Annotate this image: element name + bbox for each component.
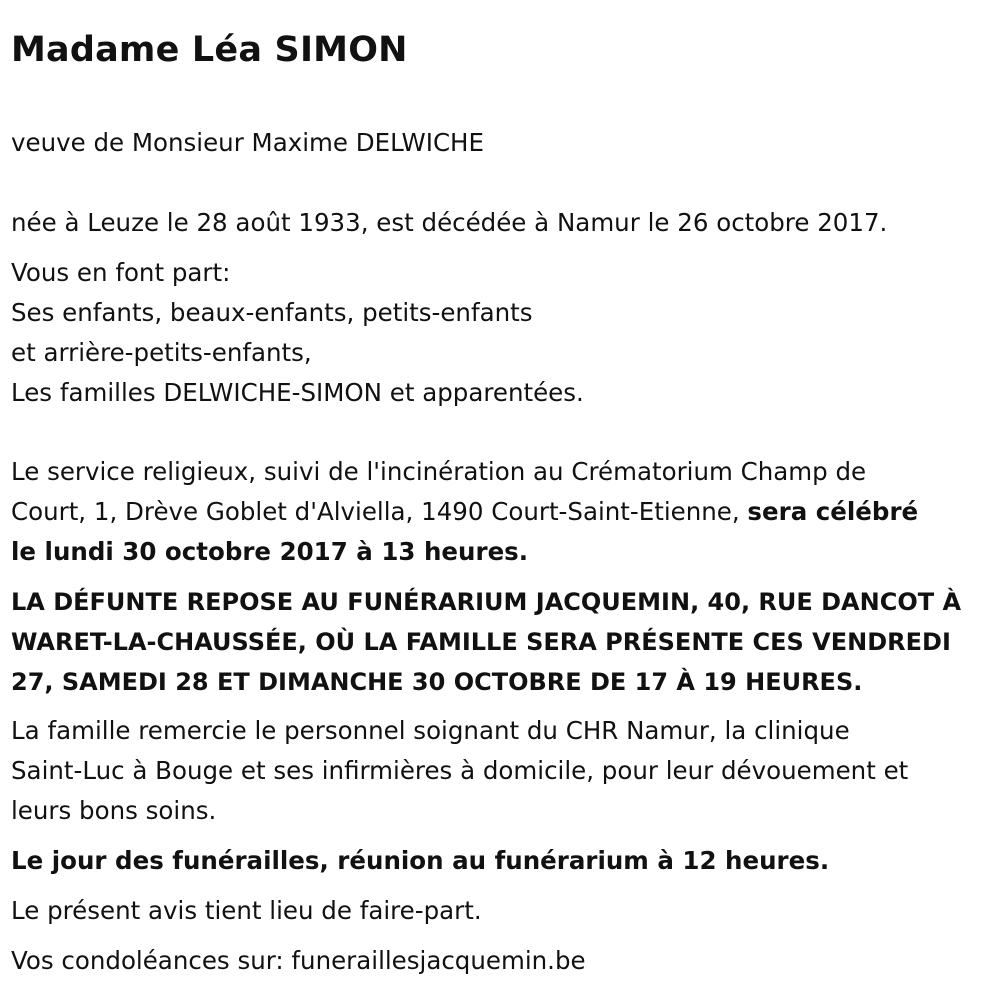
- thanks-line-1: La famille remercie le personnel soignant du CHR Namur, la clinique: [11, 716, 850, 745]
- announcement-line-children: Ses enfants, beaux-enfants, petits-enfants: [11, 298, 533, 327]
- service-date-time: le lundi 30 octobre 2017 à 13 heures.: [11, 537, 529, 566]
- condolences-line: Vos condoléances sur: funeraillesjacquemin.be: [11, 946, 586, 975]
- service-address: Court, 1, Drève Goblet d'Alviella, 1490 Court-Saint-Etienne,: [11, 497, 748, 526]
- announcement-line-great-grandchildren: et arrière-petits-enfants,: [11, 338, 312, 367]
- repose-line-2: WARET-LA-CHAUSSÉE, OÙ LA FAMILLE SERA PRÉSENTE CES VENDREDI: [11, 628, 951, 656]
- thanks-line-3: leurs bons soins.: [11, 796, 217, 825]
- thanks-line-2: Saint-Luc à Bouge et ses infirmières à domicile, pour leur dévouement et: [11, 756, 909, 785]
- service-paragraph: [11, 452, 918, 572]
- announcement-intro: Vous en font part:: [11, 258, 231, 287]
- birth-death-line: née à Leuze le 28 août 1933, est décédée à Namur le 26 octobre 2017.: [11, 208, 888, 237]
- announcement-line-families: Les familles DELWICHE-SIMON et apparentées.: [11, 378, 584, 407]
- family-announcement: [11, 253, 584, 413]
- thanks-paragraph: [11, 711, 908, 831]
- spouse-line: veuve de Monsieur Maxime DELWICHE: [11, 128, 484, 157]
- deceased-name-title: Madame Léa SIMON: [11, 30, 408, 70]
- repose-line-3: 27, SAMEDI 28 ET DIMANCHE 30 OCTOBRE DE 17 À 19 HEURES.: [11, 668, 863, 696]
- repose-paragraph: [11, 582, 961, 702]
- notice-statement: Le présent avis tient lieu de faire-part.: [11, 896, 482, 925]
- service-line-1: Le service religieux, suivi de l'incinération au Crématorium Champ de: [11, 457, 867, 486]
- service-celebration-label: sera célébré: [747, 497, 919, 526]
- funeral-day-meeting: Le jour des funérailles, réunion au funérarium à 12 heures.: [11, 846, 830, 875]
- service-line-2: [11, 492, 918, 532]
- repose-line-1: LA DÉFUNTE REPOSE AU FUNÉRARIUM JACQUEMIN, 40, RUE DANCOT À: [11, 588, 962, 616]
